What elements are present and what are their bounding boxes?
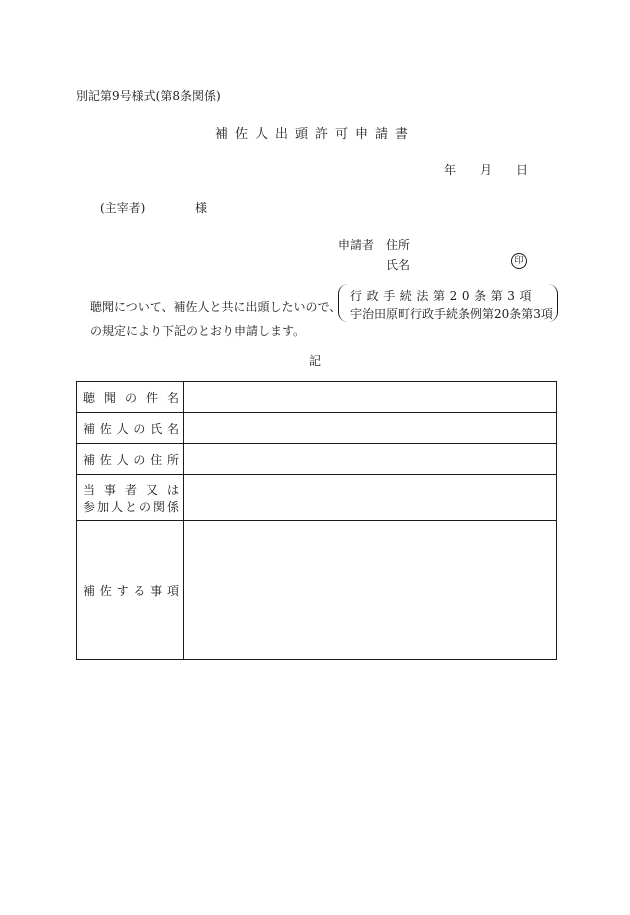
addressee-honorific: 様 <box>195 201 208 215</box>
relationship-field[interactable] <box>184 475 557 521</box>
applicant-name-label: 氏名 <box>386 258 411 272</box>
table-row <box>77 413 557 444</box>
assist-matters-field[interactable] <box>184 521 557 660</box>
table-row <box>77 382 557 413</box>
assistant-address-label: 補佐人の住所 <box>77 444 184 475</box>
body-text-line2: の規定により下記のとおり申請します。 <box>90 324 306 338</box>
table-row <box>77 521 557 660</box>
applicant-address-label: 住所 <box>386 238 411 252</box>
addressee-label: (主宰者) <box>100 201 146 215</box>
hearing-subject-label: 聴聞の件名 <box>77 382 184 413</box>
law-option-1: 行政手続法第20条第3項 <box>350 289 537 303</box>
law-option-2: 宇治田原町行政手続条例第20条第3項 <box>350 307 553 321</box>
table-row <box>77 444 557 475</box>
assistant-address-field[interactable] <box>184 444 557 475</box>
form-number-label: 別記第9号様式(第8条関係) <box>76 89 221 103</box>
seal-mark: 印 <box>511 253 527 269</box>
date-day-label: 日 <box>516 163 529 177</box>
hearing-subject-field[interactable] <box>184 382 557 413</box>
assistant-name-field[interactable] <box>184 413 557 444</box>
ki-heading: 記 <box>308 354 321 368</box>
relationship-label: 当事者又は 参加人との関係 <box>77 475 184 521</box>
table-row <box>77 475 557 521</box>
assistant-name-label: 補佐人の氏名 <box>77 413 184 444</box>
application-details-table <box>76 381 557 660</box>
body-text-line1: 聴聞について、補佐人と共に出頭したいので、 <box>90 300 342 314</box>
date-month-label: 月 <box>480 163 493 177</box>
applicant-label: 申請者 <box>338 238 375 252</box>
date-year-label: 年 <box>444 163 457 177</box>
assist-matters-label: 補佐する事項 <box>77 521 184 660</box>
form-title: 補佐人出頭許可申請書 <box>214 127 415 142</box>
